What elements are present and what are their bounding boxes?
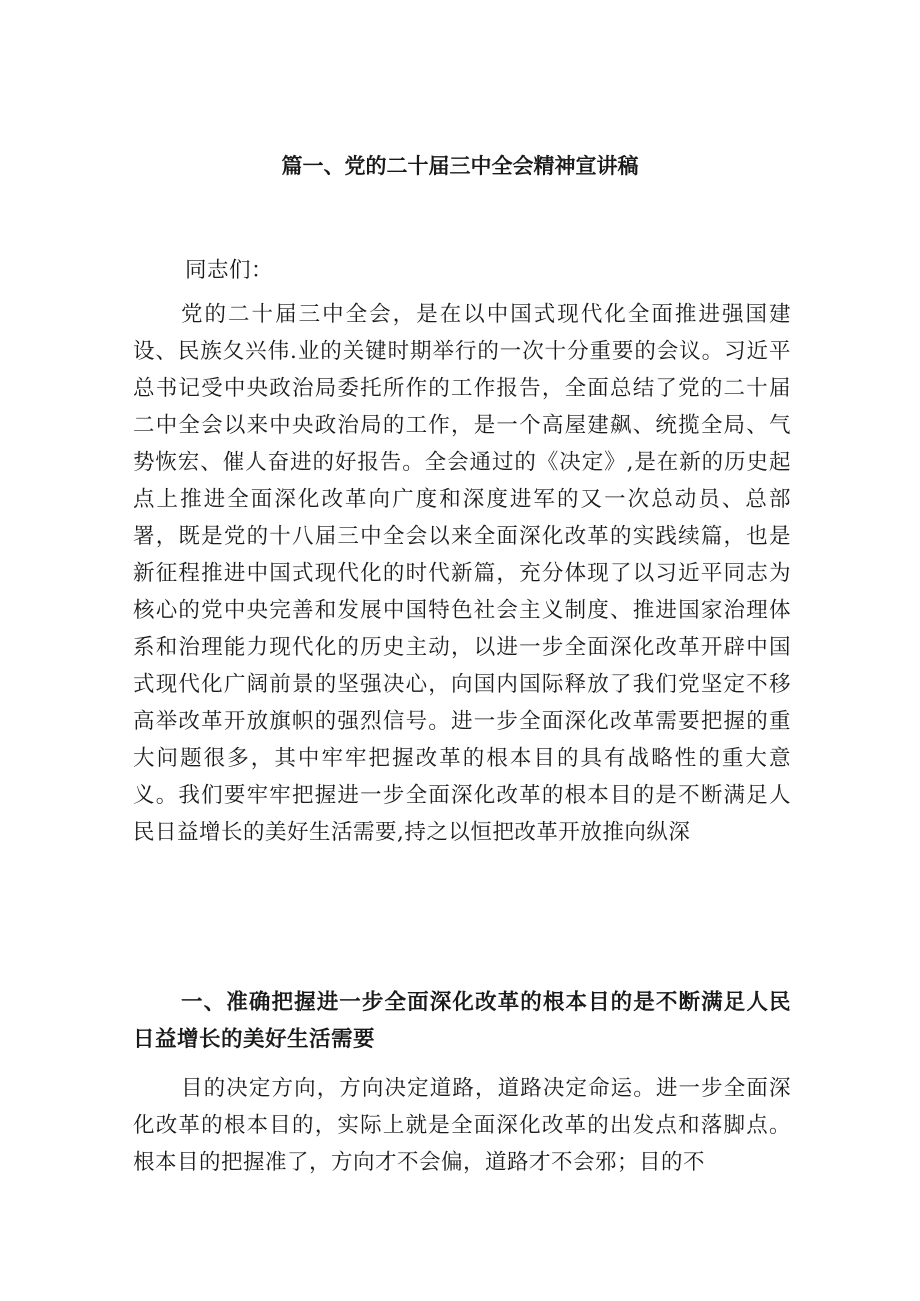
paragraph-intro: 党的二十届三中全会，是在以中国式现代化全面推进强国建设、民族夂兴伟.业的关键时期举行的一次十分重要的会议。习近平总书记受中央政治局委托所作的工作报告，全面总结了党的二十届二中全会以来中央政治局的工作，是一个高屋建飙、统揽全局、气势恢宏、催人奋进的好报告。全会通过的《决定》,是在新的历史起点上推进全面深化改革向广度和深度进军的又一次总动员、总部署，既是党的十八届三中全会以来全面深化改革的实践续篇，也是新征程推进中国式现代化的时代新篇，充分体现了以习近平同志为核心的党中央完善和发展中国特色社会主义制度、推进国家治理体系和治理能力现代化的历史主动，以进一步全面深化改革开辟中国式现代化广阔前景的坚强决心，向国内国际释放了我们党坚定不移高举改革开放旗帜的强烈信号。进一步全面深化改革需要把握的重大问题很多，其中牢牢把握改革的根本目的具有战略性的重大意义。我们要牢牢把握进一步全面深化改革的根本目的是不断满足人民日益增长的美好生活需要,持之以恒把改革开放推向纵深 [133,302,791,845]
paragraph-2: 目的决定方向，方向决定道路，道路决定命运。进一步全面深化改革的根本目的，实际上就是全面深化改革的出发点和落脚点。根本目的把握准了，方向才不会偏，道路才不会邪；目的不 [133,1076,791,1175]
section-heading-1: 一、准确把握进一步全面深化改革的根本目的是不断满足人民日益增长的美好生活需要 [133,990,791,1052]
salutation: 同志们： [185,258,274,283]
document-title: 篇一、党的二十届三中全会精神宣讲稿 [281,153,639,178]
paragraph-2-container [133,1070,791,1201]
